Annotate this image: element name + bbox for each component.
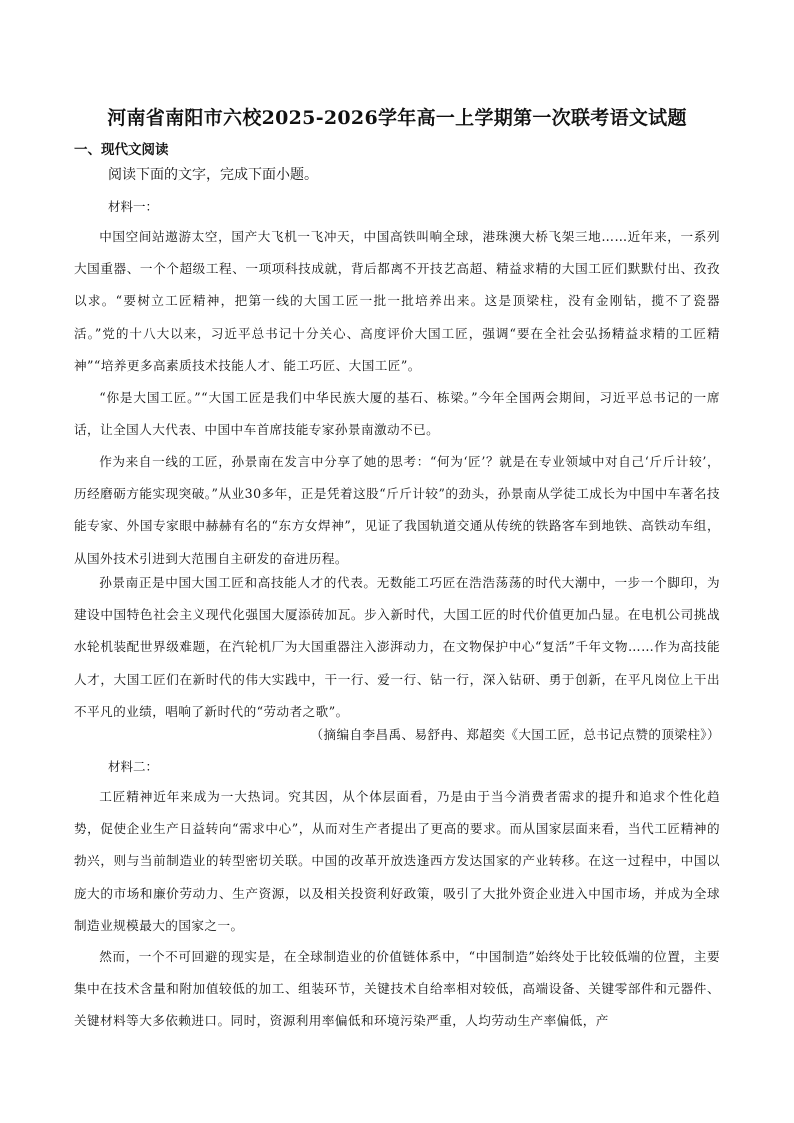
material-1-label: 材料一： bbox=[108, 199, 159, 214]
material-2-label: 材料二： bbox=[108, 759, 159, 774]
material-1-source: （摘编自李昌禹、易舒冉、郑超奕《大国工匠，总书记点赞的顶梁柱》） bbox=[310, 727, 720, 742]
document-title: 河南省南阳市六校2025-2026学年高一上学期第一次联考语文试题 bbox=[107, 107, 687, 129]
material-2-paragraph-1: 工匠精神近年来成为一大热词。究其因，从个体层面看，乃是由于当今消费者需求的提升和追求个性化趋势，促使企业生产日益转向“需求中心”，从而对生产者提出了更高的要求。而从国家层面来看，当代工匠精神的勃兴，则与当前制造业的转型密切关联。中国的改革开放迭逢西方发达国家的产业转移。在这一过程中，中国以庞大的市场和廉价劳动力、生产资源，以及相关投资利好政策，吸引了大批外资企业进入中国市场，并成为全球制造业规模最大的国家之一。 bbox=[74, 789, 720, 933]
material-1-paragraph-1: 中国空间站遨游太空，国产大飞机一飞冲天，中国高铁叫响全球，港珠澳大桥飞架三地……近年来，一系列大国重器、一个个超级工程、一项项科技成就，背后都离不开技艺高超、精益求精的大国工匠们默默付出、孜孜以求。“要树立工匠精神，把第一线的大国工匠一批一批培养出来。这是顶梁柱，没有金刚钻，揽不了瓷器活。”党的十八大以来，习近平总书记十分关心、高度评价大国工匠，强调“要在全社会弘扬精益求精的工匠精神”“培养更多高素质技术技能人才、能工巧匠、大国工匠”。 bbox=[74, 229, 720, 373]
section-heading: 一、现代文阅读 bbox=[74, 142, 169, 158]
material-1-paragraph-2: “你是大国工匠。”“大国工匠是我们中华民族大厦的基石、栋梁。”今年全国两会期间，习近平总书记的一席话，让全国人大代表、中国中车首席技能专家孙景南激动不已。 bbox=[74, 390, 720, 438]
material-1-paragraph-3: 作为来自一线的工匠，孙景南在发言中分享了她的思考：“何为‘匠’？就是在专业领域中对自己‘斤斤计较’，历经磨砺方能实现突破。”从业30多年，正是凭着这股“斤斤计较”的劲头，孙景南从学徒工成长为中国中车著名技能专家、外国专家眼中赫赫有名的“东方女焊神”，见证了我国轨道交通从传统的铁路客车到地铁、高铁动车组，从国外技术引进到大范围自主研发的奋进历程。 bbox=[74, 454, 720, 566]
reading-instruction: 阅读下面的文字，完成下面小题。 bbox=[108, 167, 318, 183]
material-2-paragraph-2: 然而，一个不可回避的现实是，在全球制造业的价值链体系中，“中国制造”始终处于比较低端的位置，主要集中在技术含量和附加值较低的加工、组装环节，关键技术自给率相对较低，高端设备、关键零部件和元器件、关键材料等大多依赖进口。同时，资源利用率偏低和环境污染严重，人均劳动生产率偏低，产 bbox=[74, 949, 720, 1029]
material-1-paragraph-4: 孙景南正是中国大国工匠和高技能人才的代表。无数能工巧匠在浩浩荡荡的时代大潮中，一步一个脚印，为建设中国特色社会主义现代化强国大厦添砖加瓦。步入新时代，大国工匠的时代价值更加凸显。在电机公司挑战水轮机装配世界级难题，在汽轮机厂为大国重器注入澎湃动力，在文物保护中心“复活”千年文物……作为高技能人才，大国工匠们在新时代的伟大实践中，干一行、爱一行、钻一行，深入钻研、勇于创新，在平凡岗位上干出不平凡的业绩，唱响了新时代的“劳动者之歌”。 bbox=[74, 575, 720, 719]
